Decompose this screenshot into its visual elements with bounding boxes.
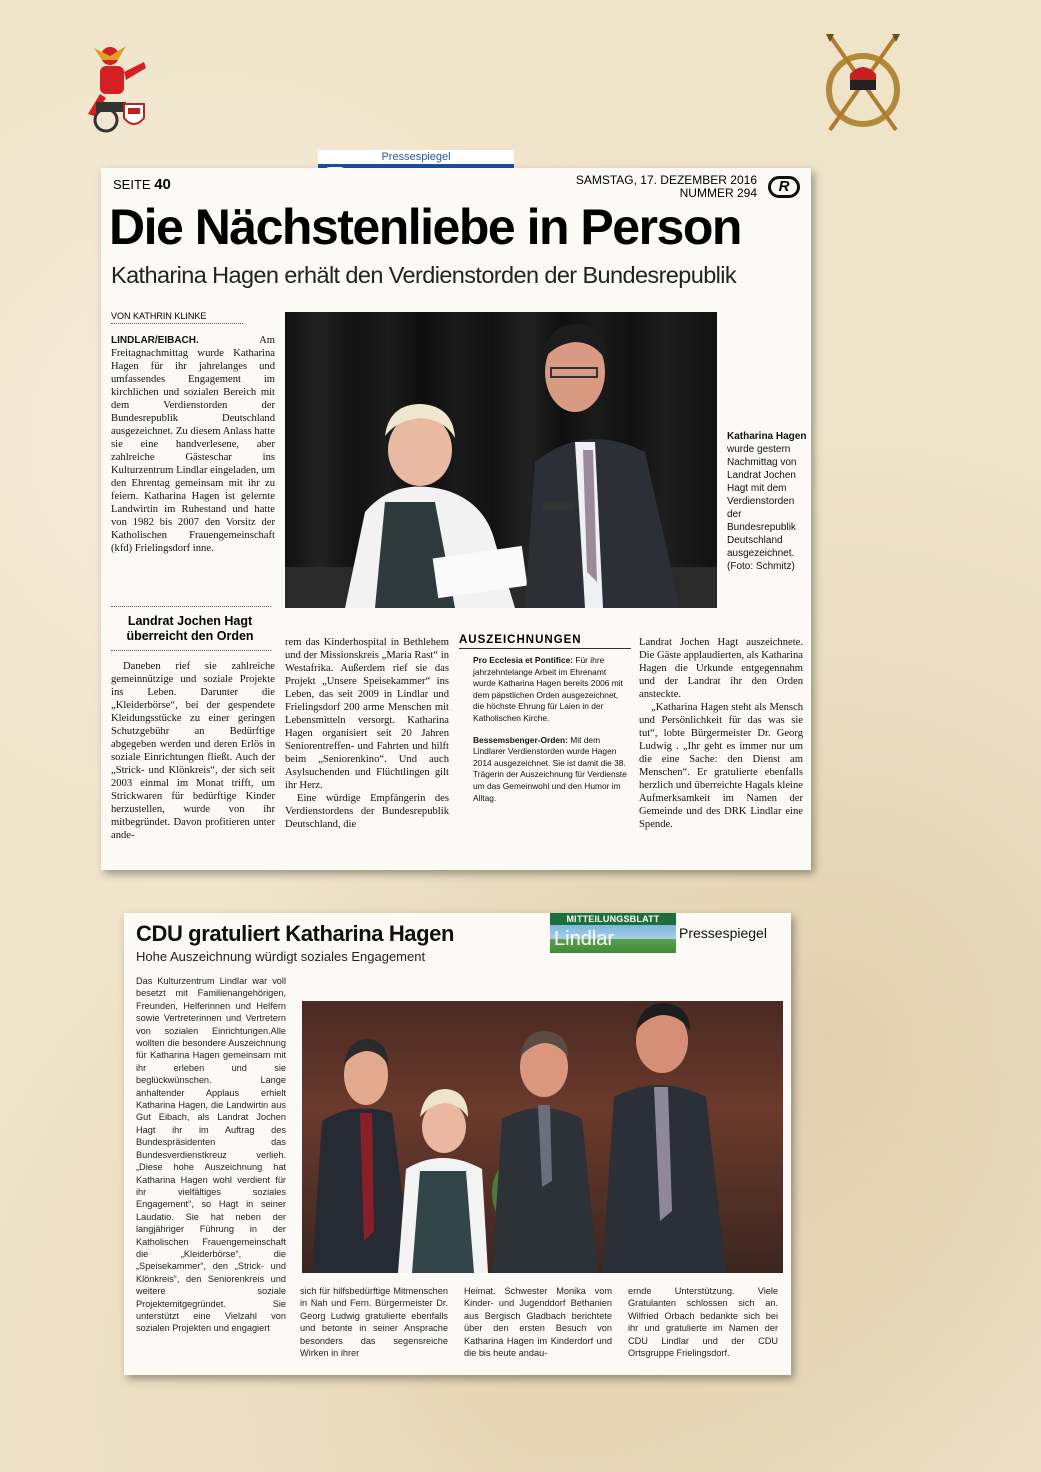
column-4	[639, 636, 803, 831]
subhead-2: Hohe Auszeichnung würdigt soziales Engagement	[136, 949, 426, 964]
crosshead: Landrat Jochen Hagt überreicht den Orden	[126, 614, 254, 643]
intro-place: LINDLAR/EIBACH.	[111, 335, 199, 346]
column-2-text: rem das Kinderhospital in Bethlehem und der Missionskreis „Maria Rast“ in Westafrika. Außerdem rief sie das Projekt „Unsere Speisekammer“ ins Leben, das seit 2009 in Lindlar und Frielingsdorf 200 arme Menschen mit Lebensmitteln versorgt. Katharina Hagen organisiert seit 20 Jahren Seniorentreffen- und Fahrten und hilft beim „Seniorenkino“. Und auch Asylsuchenden und Flüchtlingen gilt ihr Herz.	[285, 637, 449, 791]
column-3: Heimat. Schwester Monika vom Kinder- und Jugenddorf Bethanien aus Bergisch Gladbach berichtete über den ersten Besuch von Katharina Hagen im Kinderdorf und die bis heute andau-	[464, 1286, 612, 1359]
date: SAMSTAG, 17. DEZEMBER 2016	[575, 173, 757, 187]
subhead: Katharina Hagen erhält den Verdienstorden der Bundesrepublik	[111, 262, 737, 288]
column-4-text-a: Landrat Jochen Hagt auszeichnete. Die Gäste applaudierten, als Katharina Hagen die Urkunde entgegennahm und der Landrat ihr den Orden ansteckte.	[639, 637, 803, 700]
award-1-text: Für ihre jahrzehntelange Arbeit im Ehrenamt wurde Katharina Hagen bereits 2006 mit dem päpstlichen Orden ausgezeichnet, die höchste Ehrung für Laien in der Katholischen Kirche.	[473, 655, 623, 723]
awards-box	[459, 634, 631, 804]
page-number	[113, 176, 171, 193]
issue-date	[571, 174, 757, 200]
photo-caption	[727, 430, 807, 573]
intro-text: Am Freitagnachmittag wurde Katharina Hagen für ihr jahrelanges und umfassendes Engagement im kirchlichen und sozialen Bereich mit dem Verdienstorden der Bundesrepublik Deutschland ausgezeichnet. Zu diesem Anlass hatte sie eine handverlesene, aber zahlreiche Gästeschar ins Kulturzentrum Lindlar eingeladen, um den Ehrentag gemeinsam mit ihr zu feiern. Katharina Hagen ist gelernte Landwirtin im Ruhestand und hatte von 1982 bis 2007 den Vorsitz der Katholischen Frauengemeinschaft (kfd) Frielingsdorf inne.	[111, 335, 275, 554]
divider	[111, 606, 271, 607]
r-logo-badge-icon: R	[768, 176, 800, 198]
column-1: Das Kulturzentrum Lindlar war voll besetzt mit Familienangehörigen, Freunden, Helferinnen und Helfern sowie Vertreterinnen und Vertretern von sozialen Einrichtungen.Alle wollten die besondere Auszeichnung für Katharina Hagen gemeinsam mit ihr erleben und sie beglückwünschen. Lange anhaltender Applaus erhielt Katharina Hagen, die Landwirtin aus Gut Eibach, als Landrat Jochen Hagt ihr im Auftrag des Bundespräsidenten das Bundesverdienstkreuz verlieh. „Diese hohe Auszeichnung hat Katharina Hagen wohl verdient für ihr vielfältiges soziales Engagement“, so Hagt in seiner Laudatio. Sie hat neben der langjähriger Führung in der Katholischen Frauengemeinschaft die „Kleiderbörse“, die „Speisekammer“, den „Strick- und Klönkreis“, den Seniorenkreis und weitere soziale Projektemitgegründet. Sie unterstützt eine Vielzahl von sozialen Projekten und engagiert	[136, 976, 286, 1334]
column-2: sich für hilfsbedürftige Mitmenschen in Nah und Fern. Bürgermeister Dr. Georg Ludwig gratulierte ebenfalls und betonte in seiner Ansprache besonders das segensreiche Wirken in ihrer	[300, 1286, 448, 1359]
byline: VON KATHRIN KLINKE	[111, 311, 243, 324]
award-2-text: Mit dem Lindlarer Verdienstorden wurde Hagen 2014 ausgezeichnet. Sie ist damit die 38. Trägerin der Auszeichnung für Verdienste um das Gemeinwohl und den Humor im Alltag.	[473, 734, 627, 803]
caption-bold: Katharina Hagen	[727, 431, 807, 442]
intro-paragraph	[111, 334, 275, 555]
source-label: Pressespiegel	[318, 150, 514, 164]
newspaper-clipping-mitteilungsblatt	[124, 913, 791, 1375]
divider	[111, 650, 271, 651]
page-label: SEITE	[113, 177, 151, 192]
award-2-title: Bessemsbenger-Orden:	[473, 734, 568, 745]
jester-emblem-icon	[80, 42, 152, 134]
column-4-text-b: „Katharina Hagen steht als Mensch und Persönlichkeit für das was sie tut“, lobte Bürgermeister Dr. Georg Ludwig . „Ihr geht es immer nur um die eine Sache: den Dienst am Menschen“. Er gratulierte ebenfalls herzlich und überreichte Hagals kleine Aufmerksamkeit im Namen der Gemeinde und des DRK Lindlar eine Spende.	[639, 702, 803, 830]
column-4: ernde Unterstützung. Viele Gratulanten schlossen sich an. Wilfried Orbach bedankte sich bei ihr und gratulierte im Namen der CDU Lindlar und der CDU Ortsgruppe Frielingsdorf.	[628, 1286, 778, 1359]
mitteilungsblatt-badge	[550, 913, 676, 955]
awards-box-title: AUSZEICHNUNGEN	[459, 634, 631, 649]
badge-top: MITTEILUNGSBLATT	[550, 913, 676, 925]
newspaper-clipping-bergische	[101, 168, 811, 870]
column-2	[285, 636, 449, 831]
award-photo	[285, 312, 717, 608]
column-2-text-b: Eine würdige Empfängerin des Verdienstordens der Bundesrepublik Deutschland, die	[285, 793, 449, 830]
headline-2: CDU gratuliert Katharina Hagen	[136, 921, 455, 946]
award-1-title: Pro Ecclesia et Pontifice:	[473, 655, 574, 665]
award-1	[473, 655, 631, 725]
page-no: 40	[154, 176, 171, 193]
badge-name: Lindlar	[550, 925, 676, 953]
group-photo	[302, 1001, 783, 1273]
crossed-arrows-emblem-icon	[820, 30, 906, 136]
caption-text: wurde gestern Nachmittag von Landrat Jochen Hagt mit dem Verdienstorden der Bundesrepublik Deutschland ausgezeichnet. (Foto: Schmitz)	[727, 444, 797, 572]
headline: Die Nächstenliebe in Person	[109, 199, 741, 255]
column-1: Daneben rief sie zahlreiche gemeinnützige und soziale Projekte ins Leben. Darunter die „Kleiderbörse“, bei der gespendete Kleidungsstücke zu einer geringen Schutzgebühr an Bedürftige abgegeben werden und deren Erlös in soziale Einrichtungen fließt. Auch der „Strick- und Klönkreis“, der sich seit 2003 einmal im Monat trifft, um Strickwaren für bedürftige Kinder herzustellen, wurde von ihr mitbegründet. Davon profitieren unter ande-	[111, 661, 275, 841]
award-2	[473, 735, 631, 805]
issue-number: NUMMER 294	[679, 186, 757, 200]
source-label-2: Pressespiegel	[679, 925, 767, 941]
